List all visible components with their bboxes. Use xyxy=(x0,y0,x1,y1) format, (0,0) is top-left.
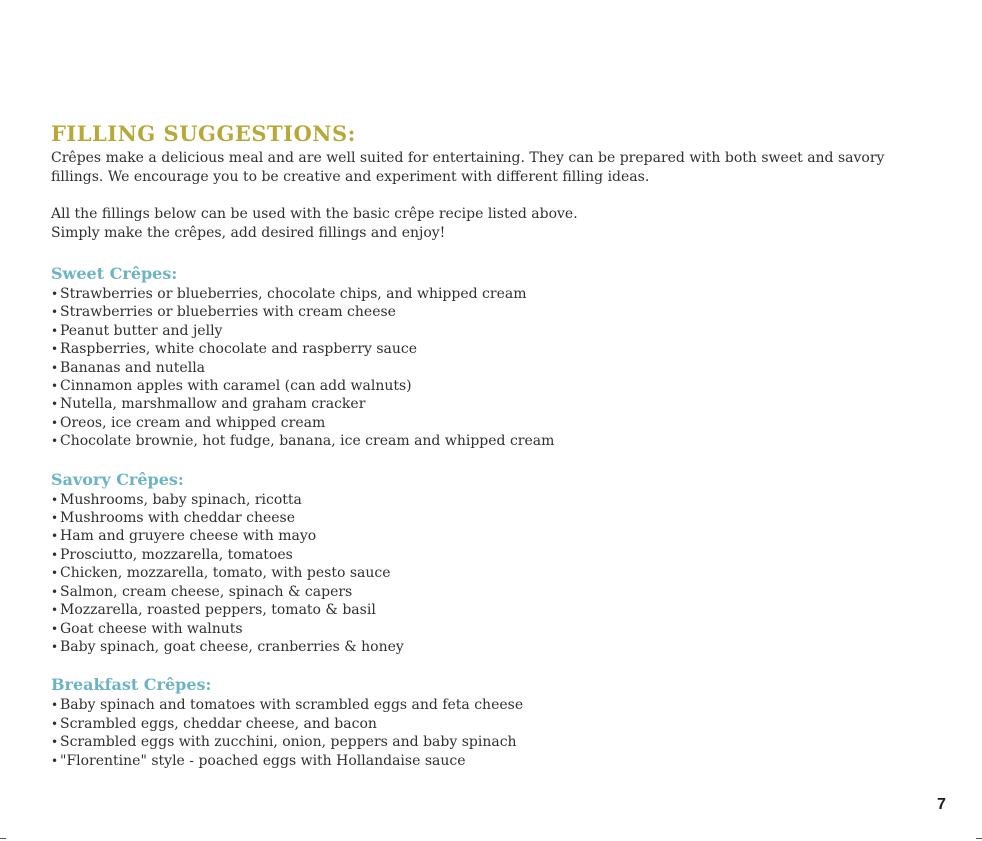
list-item xyxy=(51,509,951,527)
list-item xyxy=(51,715,951,733)
list-item xyxy=(51,564,951,582)
section-heading: Savory Crêpes: xyxy=(51,469,184,489)
list-item xyxy=(51,414,951,432)
bullet-icon: • xyxy=(51,511,59,526)
bullet-icon: • xyxy=(51,639,59,654)
list-item-text: Prosciutto, mozzarella, tomatoes xyxy=(60,546,293,563)
list-item-text: Ham and gruyere cheese with mayo xyxy=(60,528,317,545)
list-item xyxy=(51,546,951,564)
list-item xyxy=(51,620,951,638)
bullet-icon: • xyxy=(51,735,59,750)
bullet-icon: • xyxy=(51,566,59,581)
list-item-text: Oreos, ice cream and whipped cream xyxy=(60,414,326,431)
list-item xyxy=(51,359,951,377)
list-item xyxy=(51,395,951,413)
list-item xyxy=(51,601,951,619)
list-item xyxy=(51,696,951,714)
list-item xyxy=(51,377,951,395)
list-item-text: Mushrooms with cheddar cheese xyxy=(60,510,296,527)
bullet-icon: • xyxy=(51,434,59,449)
list-item-text: Nutella, marshmallow and graham cracker xyxy=(60,396,366,413)
bullet-icon: • xyxy=(51,584,59,599)
list-item-text: Salmon, cream cheese, spinach & capers xyxy=(60,583,353,600)
list-item-text: Chocolate brownie, hot fudge, banana, ice cream and whipped cream xyxy=(60,433,555,450)
intro-line-1: Crêpes make a delicious meal and are well suited for entertaining. They can be prepared with both sweet and savory xyxy=(51,150,885,166)
filling-section xyxy=(51,469,951,657)
list-item xyxy=(51,432,951,450)
bullet-icon: • xyxy=(51,360,59,375)
bullet-icon: • xyxy=(51,716,59,731)
filling-suggestions-page xyxy=(51,119,951,770)
list-item-text: Peanut butter and jelly xyxy=(60,322,223,339)
list-item-text: "Florentine" style - poached eggs with Hollandaise sauce xyxy=(60,752,466,769)
bullet-icon: • xyxy=(51,547,59,562)
bullet-icon: • xyxy=(51,379,59,394)
list-item-text: Raspberries, white chocolate and raspberry sauce xyxy=(60,341,418,358)
filling-list xyxy=(51,285,951,451)
section-heading: Breakfast Crêpes: xyxy=(51,675,212,695)
filling-list xyxy=(51,696,951,770)
page-number: 7 xyxy=(937,796,946,813)
filling-sections xyxy=(51,263,951,770)
list-item-text: Mozzarella, roasted peppers, tomato & basil xyxy=(60,602,376,619)
list-item-text: Strawberries or blueberries with cream cheese xyxy=(60,304,396,321)
list-item-text: Baby spinach and tomatoes with scrambled eggs and feta cheese xyxy=(60,697,524,714)
bullet-icon: • xyxy=(51,621,59,636)
list-item-text: Scrambled eggs, cheddar cheese, and bacon xyxy=(60,715,377,732)
bullet-icon: • xyxy=(51,323,59,338)
bullet-icon: • xyxy=(51,397,59,412)
page-title: FILLING SUGGESTIONS: xyxy=(51,121,356,146)
intro-line-2: fillings. We encourage you to be creative and experiment with different filling ideas. xyxy=(51,168,650,185)
list-item-text: Mushrooms, baby spinach, ricotta xyxy=(60,491,302,508)
list-item-text: Chicken, mozzarella, tomato, with pesto sauce xyxy=(60,565,391,582)
bullet-icon: • xyxy=(51,529,59,544)
filling-list xyxy=(51,491,951,657)
filling-section xyxy=(51,263,951,451)
list-item-text: Cinnamon apples with caramel (can add walnuts) xyxy=(60,378,412,395)
bullet-icon: • xyxy=(51,415,59,430)
list-item-text: Strawberries or blueberries, chocolate chips, and whipped cream xyxy=(60,286,527,302)
list-item-text: Goat cheese with walnuts xyxy=(60,620,243,637)
note-line-2: Simply make the crêpes, add desired fillings and enjoy! xyxy=(51,224,446,241)
bullet-icon: • xyxy=(51,342,59,357)
note-line-1: All the fillings below can be used with the basic crêpe recipe listed above. xyxy=(51,206,578,222)
list-item-text: Baby spinach, goat cheese, cranberries & honey xyxy=(60,638,404,655)
bullet-icon: • xyxy=(51,492,59,507)
crop-mark-right xyxy=(976,838,982,839)
bullet-icon: • xyxy=(51,698,59,713)
list-item-text: Bananas and nutella xyxy=(60,359,206,376)
crop-mark-left xyxy=(0,838,6,839)
list-item xyxy=(51,638,951,656)
bullet-icon: • xyxy=(51,305,59,320)
list-item-text: Scrambled eggs with zucchini, onion, peppers and baby spinach xyxy=(60,734,517,751)
list-item xyxy=(51,752,951,770)
list-item xyxy=(51,527,951,545)
list-item xyxy=(51,733,951,751)
filling-section xyxy=(51,674,951,770)
list-item xyxy=(51,583,951,601)
section-heading: Sweet Crêpes: xyxy=(51,264,178,283)
list-item xyxy=(51,285,951,303)
list-item xyxy=(51,322,951,340)
bullet-icon: • xyxy=(51,753,59,768)
bullet-icon: • xyxy=(51,287,59,301)
list-item xyxy=(51,491,951,509)
bullet-icon: • xyxy=(51,603,59,618)
list-item xyxy=(51,340,951,358)
list-item xyxy=(51,303,951,321)
